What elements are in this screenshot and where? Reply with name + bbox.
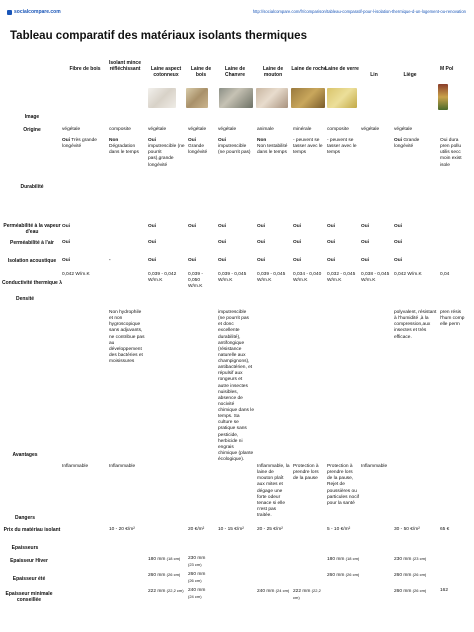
cell-hiver-laine-bois: 230 mm (23 cm)	[188, 556, 206, 568]
col-header-laine-cotonneux: Laine aspect cotonneux	[150, 66, 182, 78]
cell-air-laine-chanvre: Oui	[218, 240, 226, 245]
row-label-durabilite: Durabilité	[20, 184, 44, 190]
cell-acoustique-laine-bois: Oui	[188, 258, 196, 263]
cell-avantages-laine-chanvre: imputrescible (ne pourrit pas et donc excellente durabilité), antifongique (résistance naturelle aux champignons), antibactérien, et répulsif aux rongeurs et autre insectes nuisibles, absence de nocivité chimique dans le temps. Sa culture se pratique sans pesticide, herbicide ni engrais chimique (plante écologique).	[218, 310, 254, 462]
cell-origine-isolant-mince: composite	[109, 127, 131, 132]
cell-conductivite-col11: 0,04	[440, 272, 450, 277]
cell-air-laine-roche: Oui	[293, 240, 301, 245]
row-label-permeabilite-vapeur: Perméabilité à la vapeur d'eau	[3, 223, 61, 235]
page-title: Tableau comparatif des matériaux isolants thermiques	[10, 30, 307, 42]
col-header-laine-verre: Laine de verre	[325, 66, 359, 72]
cell-avantages-isolant-mince: Non hydrophile et non hygroscopique sans adjuvants, ne contribue pas au développement des bactéries et moisissures	[109, 310, 145, 364]
cell-dangers-fibre-bois: Inflammable	[62, 464, 89, 469]
row-label-origine: Origine	[23, 127, 41, 133]
cell-air-lin: Oui	[361, 240, 369, 245]
col-header-lin: Lin	[370, 72, 378, 78]
row-label-prix: Prix du matériau isolant	[3, 527, 61, 533]
top-bar	[0, 0, 474, 26]
cell-durabilite-fibre-bois: Oui Très grande longévité	[62, 138, 97, 150]
cell-prix-laine-mouton: 20 - 25 €/m²	[257, 527, 283, 532]
col-header-laine-mouton: Laine de mouton	[262, 66, 284, 78]
cell-prix-laine-chanvre: 10 - 15 €/m²	[218, 527, 244, 532]
cell-durabilite-laine-roche: - peuvent se tasser avec le temps	[293, 138, 323, 156]
cell-durabilite-laine-mouton: Non Non testabilité dans le temps	[257, 138, 288, 156]
cell-origine-laine-bois: végétale	[188, 127, 207, 132]
cell-durabilite-laine-chanvre: Oui imputrescible (ne pourrit pas)	[218, 138, 251, 156]
cell-origine-fibre-bois: végétale	[62, 127, 81, 132]
row-label-epaisseurs: Epaisseurs	[11, 545, 39, 551]
cell-ete-laine-cotonneux: 260 mm (26 cm)	[148, 572, 181, 578]
row-label-image: Image	[24, 114, 40, 120]
row-label-isolation-acoustique: Isolation acoustique	[7, 258, 57, 264]
site-link[interactable]: socialcompare.com	[7, 9, 61, 15]
cell-hiver-laine-cotonneux: 180 mm (18 cm)	[148, 556, 181, 562]
row-label-epaisseur-ete: Epaisseur été	[12, 576, 46, 582]
cell-air-laine-verre: Oui	[327, 240, 335, 245]
cell-durabilite-col11: Oui dura pren pollu utilis secc moin exist isole	[440, 138, 462, 168]
cell-durabilite-laine-verre: - peuvent se tasser avec le temps	[327, 138, 357, 156]
cell-acoustique-laine-mouton: Oui	[257, 258, 265, 263]
cell-dangers-laine-mouton: Inflammable, la laine de mouton plaît aux mites et dégage une forte odeur tenace si elle n'est pas traitée.	[257, 464, 290, 518]
cell-conductivite-laine-chanvre: 0,039 - 0,045 W/m.K	[218, 272, 247, 284]
cell-avantages-liege: polyvalent, résistant à l'humidité ,à la compression,aux insectes et très efficace.	[394, 310, 437, 340]
row-label-avantages: Avantages	[12, 452, 38, 458]
cell-vapeur-fibre-bois: Oui	[62, 224, 70, 229]
cell-air-liege: Oui	[394, 240, 402, 245]
row-label-epaisseur-hiver: Epaisseur Hiver	[10, 558, 48, 564]
cell-vapeur-laine-bois: Oui	[188, 224, 196, 229]
cell-min-laine-mouton: 240 mm (24 cm)	[257, 588, 290, 594]
cell-conductivite-lin: 0,038 - 0,045 W/m.K	[361, 272, 390, 284]
cell-vapeur-liege: Oui	[394, 224, 402, 229]
material-image-laine-cotonneux	[148, 88, 176, 108]
col-header-laine-roche: Laine de roche	[291, 66, 327, 72]
col-header-liege: Liège	[403, 72, 417, 78]
cell-durabilite-liege: Oui Grande longévité	[394, 138, 420, 150]
cell-min-laine-cotonneux: 222 mm (22,2 cm)	[148, 588, 184, 594]
col-header-isolant-mince: Isolant mince réfléchissant	[109, 60, 141, 72]
cell-conductivite-laine-cotonneux: 0,039 - 0,042 W/m.K	[148, 272, 177, 284]
cell-acoustique-laine-chanvre: Oui	[218, 258, 226, 263]
cell-conductivite-laine-mouton: 0,039 - 0,045 W/m.K	[257, 272, 286, 284]
cell-acoustique-isolant-mince: -	[109, 258, 111, 263]
material-image-laine-mouton	[256, 88, 288, 108]
cell-vapeur-laine-verre: Oui	[327, 224, 335, 229]
cell-vapeur-laine-chanvre: Oui	[218, 224, 226, 229]
cell-min-laine-bois: 240 mm (24 cm)	[188, 588, 206, 600]
cell-acoustique-fibre-bois: Oui	[62, 258, 70, 263]
col-header-col11: M Pol	[440, 66, 454, 72]
cell-conductivite-fibre-bois: 0,042 W/m.K	[62, 272, 90, 277]
cell-avantages-col11: pren résis l'hum comp elle perm	[440, 310, 465, 328]
cell-acoustique-laine-verre: Oui	[327, 258, 335, 263]
cell-prix-col11: 65 €	[440, 527, 450, 532]
cell-air-laine-cotonneux: Oui	[148, 240, 156, 245]
cell-conductivite-laine-bois: 0,039 - 0,050 W/m.K	[188, 272, 203, 290]
cell-dangers-laine-roche: Protection à prendre lors de la pause	[293, 464, 319, 482]
cell-dangers-lin: Inflammable	[361, 464, 388, 469]
cell-origine-laine-verre: composite	[327, 127, 349, 132]
cell-dangers-isolant-mince: Inflammable	[109, 464, 136, 469]
cell-hiver-laine-verre: 180 mm (18 cm)	[327, 556, 360, 562]
material-image-laine-bois	[186, 88, 208, 108]
cell-origine-laine-mouton: animale	[257, 127, 274, 132]
cell-conductivite-laine-roche: 0,034 - 0,040 W/m.K	[293, 272, 322, 284]
cell-conductivite-laine-verre: 0,032 - 0,045 W/m.K	[327, 272, 356, 284]
row-label-dangers: Dangers	[14, 515, 35, 521]
cell-acoustique-liege: Oui	[394, 258, 402, 263]
cell-min-laine-roche: 222 mm (22,2 cm)	[293, 588, 321, 601]
cell-prix-liege: 30 - 50 €/m²	[394, 527, 420, 532]
cell-hiver-liege: 230 mm (23 cm)	[394, 556, 427, 562]
cell-prix-isolant-mince: 10 - 20 €/m²	[109, 527, 135, 532]
cell-origine-liege: végétale	[394, 127, 413, 132]
cell-durabilite-laine-bois: Oui Grande longévité	[188, 138, 208, 156]
material-image-laine-verre	[327, 88, 357, 108]
material-image-laine-chanvre	[219, 88, 253, 108]
cell-vapeur-laine-cotonneux: Oui	[148, 224, 156, 229]
row-label-densite: Densité	[15, 296, 35, 302]
cell-min-col11: 162	[440, 588, 449, 593]
cell-origine-laine-roche: minérale	[293, 127, 312, 132]
cell-air-laine-mouton: Oui	[257, 240, 265, 245]
cell-durabilite-laine-cotonneux: Oui imputrescible (ne pourrit pas),grande longévité	[148, 138, 185, 168]
col-header-laine-chanvre: Laine de Chanvre	[224, 66, 246, 78]
col-header-laine-bois: Laine de bois	[190, 66, 212, 78]
col-header-fibre-bois: Fibre de bois	[69, 66, 101, 72]
cell-vapeur-lin: Oui	[361, 224, 369, 229]
cell-prix-laine-verre: 5 - 10 €/m²	[327, 527, 351, 532]
page-url[interactable]: http://socialcompare.com/fr/comparison/tableau-comparatif-pour-l-isolation-thermique-d-un-logement-ou-renovation	[252, 9, 466, 14]
cell-prix-laine-bois: 20 €/m²	[188, 527, 205, 532]
row-label-permeabilite-air: Perméabilité à l'air	[10, 240, 54, 246]
cell-origine-laine-chanvre: végétale	[218, 127, 237, 132]
cell-acoustique-laine-roche: Oui	[293, 258, 301, 263]
cell-vapeur-laine-mouton: Oui	[257, 224, 265, 229]
cell-min-liege: 260 mm (26 cm)	[394, 588, 427, 594]
cell-acoustique-laine-cotonneux: Oui	[148, 258, 156, 263]
row-label-conductivite: Conductivité thermique λ	[1, 280, 62, 286]
site-logo-icon	[7, 10, 12, 15]
cell-origine-laine-cotonneux: végétale	[148, 127, 167, 132]
cell-dangers-laine-verre: Protection à prendre lors de la pause, Rejet de poussières ou particules nocif pour la santé	[327, 464, 359, 506]
cell-ete-laine-verre: 260 mm (26 cm)	[327, 572, 360, 578]
cell-ete-laine-bois: 260 mm (26 cm)	[188, 572, 206, 584]
cell-origine-lin: végétale	[361, 127, 380, 132]
material-image-col11	[438, 84, 448, 110]
cell-vapeur-laine-roche: Oui	[293, 224, 301, 229]
material-image-laine-roche	[291, 88, 325, 108]
cell-ete-liege: 260 mm (26 cm)	[394, 572, 427, 578]
cell-conductivite-liege: 0,042 W/m.K	[394, 272, 422, 277]
cell-durabilite-isolant-mince: Non Dégradation dans le temps	[109, 138, 139, 156]
row-label-epaisseur-min: Epaisseur minimale conseillée	[5, 591, 53, 603]
cell-air-fibre-bois: Oui	[62, 240, 70, 245]
cell-acoustique-lin: Oui	[361, 258, 369, 263]
